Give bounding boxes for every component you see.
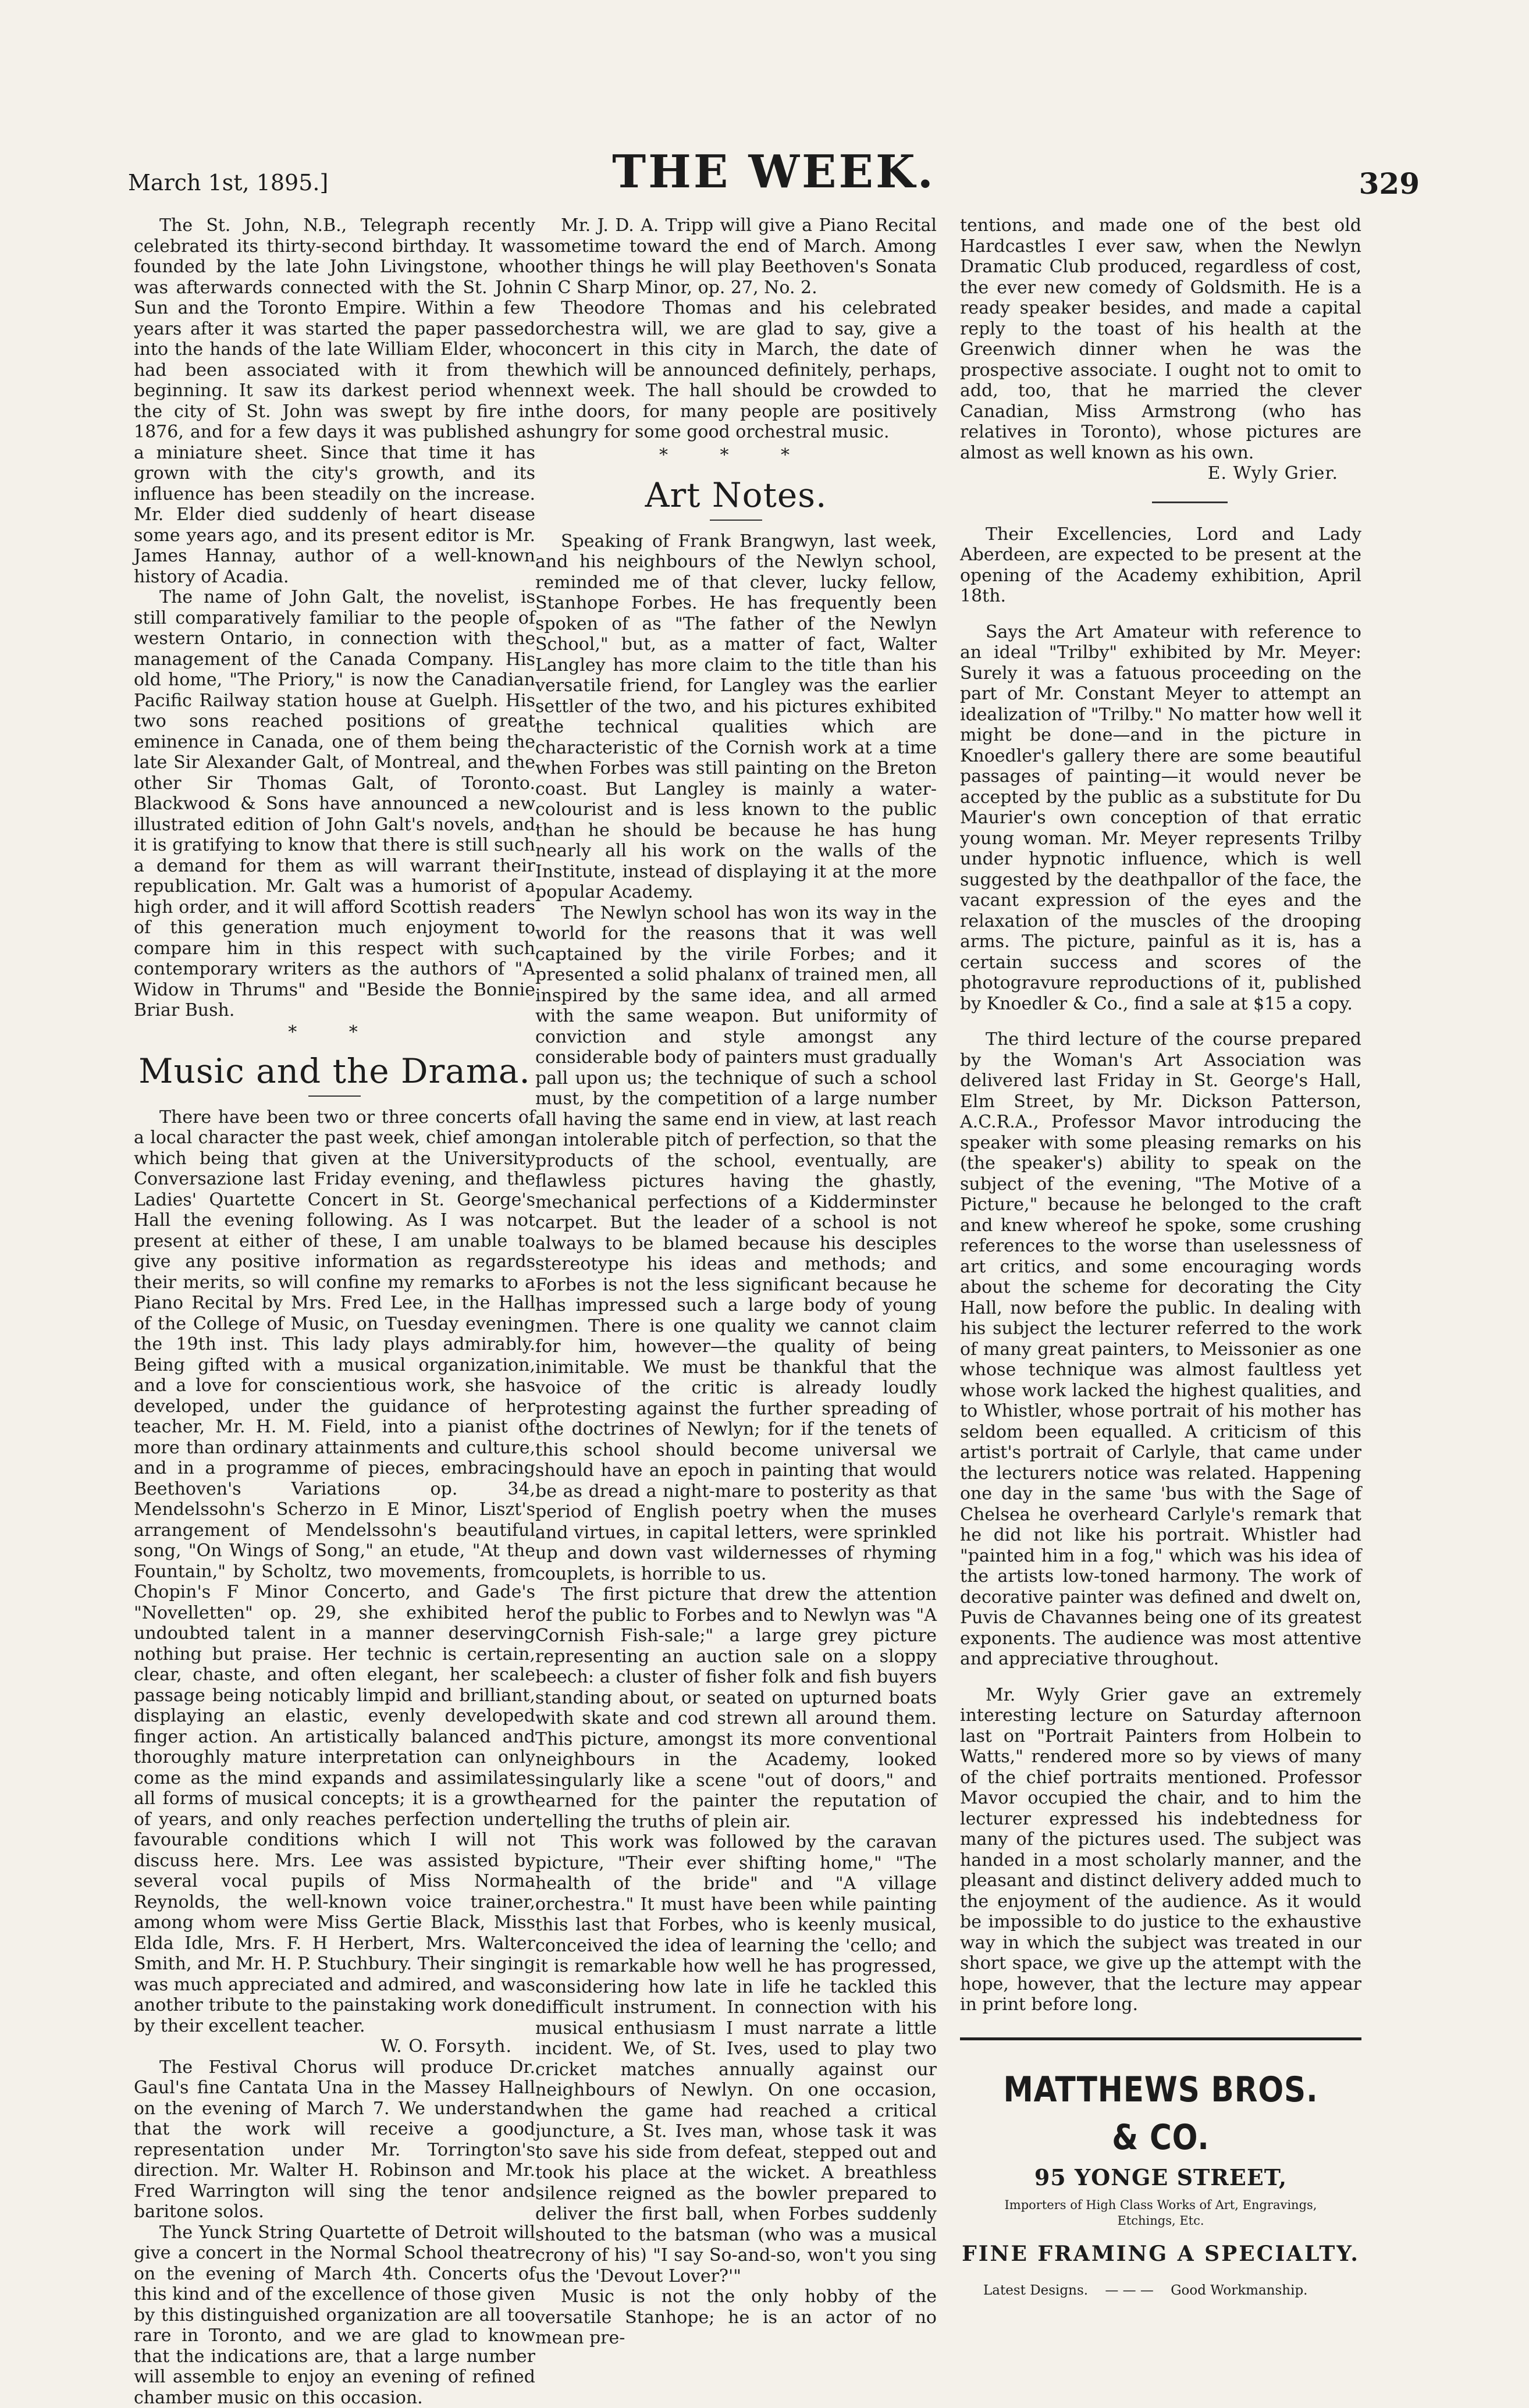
ad-framing-specialty: FINE FRAMING A SPECIALTY. — [960, 2239, 1361, 2268]
publication-title: THE WEEK. — [128, 145, 1420, 198]
page-number: 329 — [1359, 166, 1420, 201]
article-john-galt: The name of John Galt, the novelist, is still comparatively familiar to the people of western Ontario, in connection with the management of the Canada Company. His old home, "The Priory," is now the Canadian Pacific Railway station house at Guelph. His two sons reached positions of great eminence in Canada, one of them being the late Sir Alexander Galt, of Montreal, and the other Sir Thomas Galt, of Toronto. Blackwood & Sons have announced a new illustrated edition of John Galt's novels, and it is gratifying to know that there is still such a demand for them as will warrant their republication. Mr. Galt was a humorist of a high order, and it will afford Scottish readers of this generation much enjoyment to compare him in this respect with such contemporary writers as the authors of "A Widow in Thrums" and "Beside the Bonnie Briar Bush. — [134, 587, 535, 1021]
article-tripp-recital: Mr. J. D. A. Tripp will give a Piano Recital sometime toward the end of March. Among other things he will play Beethoven's Sonata in C Sharp Minor, op. 27, No. 2. — [535, 215, 937, 298]
ad-footer-right: Good Workmanship. — [1171, 2283, 1307, 2298]
section-title-art-notes: Art Notes. — [535, 472, 937, 518]
article-aberdeen-visit: Their Excellencies, Lord and Lady Aberdeen, are expected to be present at the opening of the Academy exhibition, April 18th. — [960, 524, 1361, 607]
ad-footer-dashes: — — — — [1105, 2283, 1154, 2298]
column-middle — [535, 215, 937, 2349]
article-stanhope-hobby: Music is not the only hobby of the versatile Stanhope; he is an actor of no mean pre- — [535, 2286, 937, 2349]
article-piano-recital: There have been two or three concerts of a local character the past week, chief among which being that given at the University Conversazione last Friday evening, and the Ladies' Quartette Concert in St. George's Hall the evening following. As I was not present at either of these, I am unable to give any positive information as regards their merits, so will confine my remarks to a Piano Recital by Mrs. Fred Lee, in the Hall of the College of Music, on Tuesday evening the 19th inst. This lady plays admirably. Being gifted with a musical organization, and a love for conscientious work, she has developed, under the guidance of her teacher, Mr. H. M. Field, into a pianist of more than ordinary attainments and culture, and in a programme of pieces, embracing Beethoven's Variations op. 34, Mendelssohn's Scherzo in E Minor, Liszt's arrangement of Mendelssohn's beautiful song, "On Wings of Song," an etude, "At the Fountain," by Scholtz, two movements, from Chopin's F Minor Concerto, and Gade's "Novelletten" op. 29, she exhibited her undoubted talent in a manner deserving nothing but praise. Her technic is certain, clear, chaste, and often elegant, her scale passage being noticably limpid and brilliant, displaying an elastic, evenly developed finger action. An artistically balanced and thoroughly mature interpretation can only come as the mind expands and assimilates all forms of musical concepts; it is a growth of years, and only reaches perfection under favourable conditions which I will not discuss here. Mrs. Lee was assisted by several vocal pupils of Miss Norma Reynolds, the well-known voice trainer, among whom were Miss Gertie Black, Miss Elda Idle, Mrs. F. H Herbert, Mrs. Walter Smith, and Mr. H. P. Stuchbury. Their singing was much appreciated and admired, and was another tribute to the painstaking work done by their excellent teacher. — [134, 1107, 535, 2037]
ad-address: 95 YONGE STREET, — [960, 2161, 1361, 2194]
article-newlyn-school-cont: The Newlyn school has won its way in the world for the reasons that it was well captained by the virile Forbes; and it presented a solid phalanx of trained men, all inspired by the same idea, and all armed with the same weapon. But uniformity of conviction and style amongst any considerable body of painters must gradually pall upon us; the technique of such a school must, by the competition of a large number all having the same end in view, at last reach an intolerable pitch of perfection, so that the products of the school, eventually, are flawless pictures having the ghastly, mechanical perfections of a Kidderminster carpet. But the leader of a school is not always to be blamed because his desciples stereotype his ideas and methods; and Forbes is not the less significant because he has impressed such a large body of young men. There is one quality we cannot claim for him, however—the quality of being inimitable. We must be thankful that the voice of the critic is already loudly protesting against the further spreading of the doctrines of Newlyn; for if the tenets of this school should become universal we should have an epoch in painting that would be as dread a night-mare to posterity as that period of English poetry when the muses and virtues, in capital letters, were sprinkled up and down vast wildernesses of rhyming couplets, is horrible to us. — [535, 903, 937, 1585]
ad-footer-left: Latest Designs. — [983, 2283, 1088, 2298]
article-end-rule — [1152, 501, 1228, 503]
ad-footer — [960, 2279, 1361, 2302]
paragraph-gap — [960, 1670, 1361, 1685]
article-wyly-grier-lecture: Mr. Wyly Grier gave an extremely interesting lecture on Saturday afternoon last on "Portrait Painters from Holbein to Watts," rendered more so by views of many of the chief portraits mentioned. Professor Mavor occupied the chair, and to him the lecturer expressed his indebtedness for many of the pictures used. The subject was handed in a most scholarly manner, and the pleasant and distinct delivery added much to the enjoyment of the audience. As it would be impossible to do justice to the exhaustive way in which the subject was treated in our short space, we give up the attempt with the hope, however, that the lecture may appear in print before long. — [960, 1685, 1361, 2015]
section-separator: * * * — [535, 443, 937, 468]
section-title-music-drama: Music and the Drama. — [134, 1048, 535, 1094]
article-theodore-thomas: Theodore Thomas and his celebrated orchestra will, we are glad to say, give a concert in this city in March, the date of which will be announced definitely, perhaps, next week. The hall should be crowded to the doors, for many people are positively hungry for some good orchestral music. — [535, 298, 937, 443]
article-caravan-picture: This work was followed by the caravan picture, "Their ever shifting home," "The health of the bride" and "A village orchestra." It must have been while painting this last that Forbes, who is keenly musical, conceived the idea of learning the 'cello; and it is remarkable how well he has progressed, considering how late in life he tackled this difficult instrument. In connection with his musical enthusiasm I must narrate a little incident. We, of St. Ives, used to play two cricket matches annually against our neighbours of Newlyn. On one occasion, when the game had reached a critical juncture, a St. Ives man, whose task it was to save his side from defeat, stepped out and took his place at the wicket. A breathless silence reigned as the bowler prepared to deliver the first ball, when Forbes suddenly shouted to the batsman (who was a musical crony of his) "I say So-and-so, won't you sing us the 'Devout Lover?'" — [535, 1832, 937, 2286]
column-right — [960, 215, 1361, 2302]
advertisement-matthews-bros — [960, 2037, 1361, 2302]
article-art-association-lecture: The third lecture of the course prepared by the Woman's Art Association was delivered last Friday in St. George's Hall, Elm Street, by Mr. Dickson Patterson, A.C.R.A., Professor Mavor introducing the speaker with some pleasing remarks on his (the speaker's) ability to speak on the subject of the evening, "The Motive of a Picture," because he belonged to the craft and knew whereof he spoke, some crushing references to the worse than uselessness of art critics, and some encouraging words about the scheme for decorating the City Hall, now before the public. In dealing with his subject the lecturer referred to the work of many great painters, to Meissonier as one whose technique was almost faultless yet whose work lacked the highest qualities, and to Whistler, whose portrait of his mother has seldom been equalled. A criticism of this artist's portrait of Carlyle, that came under the lecturers notice was related. Happening one day in the same 'bus with the Sage of Chelsea he overheard Carlyle's remark that he did not like his portrait. Whistler had "painted him in a fog," which was his idea of the artists low-toned harmony. The work of decorative painter was defined and dwelt on, Puvis de Chavannes being one of its greatest exponents. The audience was most attentive and appreciative throughout. — [960, 1029, 1361, 1670]
title-rule — [308, 1095, 361, 1097]
article-festival-chorus: The Festival Chorus will produce Dr. Gaul's fine Cantata Una in the Massey Hall on the evening of March 7. We understand that the work will receive a good representation under Mr. Torrington's direction. Mr. Walter H. Robinson and Mr. Fred Warrington will sing the tenor and baritone solos. — [134, 2057, 535, 2222]
article-telegraph-birthday: The St. John, N.B., Telegraph recently celebrated its thirty-second birthday. It was founded by the late John Livingstone, who was afterwards connected with the St. John Sun and the Toronto Empire. Within a few years after it was started the paper passed into the hands of the late William Elder, who had been associated with it from the beginning. It saw its darkest period when the city of St. John was swept by fire in 1876, and for a few days it was published as a miniature sheet. Since that time it has grown with the city's growth, and its influence has been steadily on the increase. Mr. Elder died suddenly of heart disease some years ago, and its present editor is Mr. James Hannay, author of a well-known history of Acadia. — [134, 215, 535, 587]
article-newlyn-school: Speaking of Frank Brangwyn, last week, and his neighbours of the Newlyn school, reminded me of that clever, lucky fellow, Stanhope Forbes. He has frequently been spoken of as "The father of the Newlyn School," but, as a matter of fact, Walter Langley has more claim to the title than his versatile friend, for Langley was the earlier settler of the two, and his pictures exhibited the technical qualities which are characteristic of the Cornish work at a time when Forbes was still painting on the Breton coast. But Langley is mainly a water-colourist and is less known to the public than he should be because he has hung nearly all his work on the walls of the Institute, instead of displaying it at the more popular Academy. — [535, 531, 937, 903]
paragraph-gap — [960, 607, 1361, 622]
article-string-quartette: The Yunck String Quartette of Detroit will give a concert in the Normal School theatre on the evening of March 4th. Concerts of this kind and of the excellence of those given by this distinguished organization are all too rare in Toronto, and we are glad to know that the indications are, that a large number will assemble to enjoy an evening of refined chamber music on this occasion. — [134, 2222, 535, 2408]
article-newlyn-continued: tentions, and made one of the best old Hardcastles I ever saw, when the Newlyn Dramatic Club produced, regardless of cost, the ever new comedy of Goldsmith. He is a ready speaker besides, and made a capital reply to the toast of his health at the Greenwich dinner when he was the prospective associate. I ought not to omit to add, too, that he married the clever Canadian, Miss Armstrong (who has relatives in Toronto), whose pictures are almost as well known as his own. — [960, 215, 1361, 463]
ad-importers-line: Importers of High Class Works of Art, Engravings, Etchings, Etc. — [995, 2197, 1327, 2229]
article-trilby: Says the Art Amateur with reference to an ideal "Trilby" exhibited by Mr. Meyer: Surely it was a fatuous proceeding on the part of Mr. Constant Meyer to attempt an idealization of "Trilby." No matter how well it might be done—and in the picture in Knoedler's gallery there are some beautiful passages of painting—it would never be accepted by the public as a substitute for Du Maurier's own conception of that erratic young woman. Mr. Meyer represents Trilby under hypnotic influence, which is well suggested by the deathpallor of the face, the vacant expression of the eyes and the relaxation of the muscles of the drooping arms. The picture, painful as it is, has a certain success and scores of the photogravure reproductions of it, published by Knoedler & Co., find a sale at $15 a copy. — [960, 622, 1361, 1015]
section-separator: * * — [134, 1021, 535, 1044]
column-left — [134, 215, 535, 2408]
ad-company-name: MATTHEWS BROS. & CO. — [988, 2066, 1333, 2161]
article-cornish-fish-sale: The first picture that drew the attention of the public to Forbes and to Newlyn was "A Cornish Fish-sale;" a large grey picture representing an auction sale on a sloppy beech: a cluster of fisher folk and fish buyers standing about, or seated on upturned boats with skate and cod strewn all around them. This picture, amongst its more conventional neighbours in the Academy, looked singularly like a scene "out of doors," and earned for the painter the reputation of telling the truths of plein air. — [535, 1584, 937, 1832]
masthead — [128, 145, 1420, 209]
title-rule — [710, 520, 762, 521]
byline-grier: E. Wyly Grier. — [960, 463, 1361, 484]
paragraph-gap — [960, 1014, 1361, 1029]
byline-forsyth: W. O. Forsyth. — [134, 2036, 535, 2057]
issue-date: March 1st, 1895.] — [128, 170, 328, 195]
